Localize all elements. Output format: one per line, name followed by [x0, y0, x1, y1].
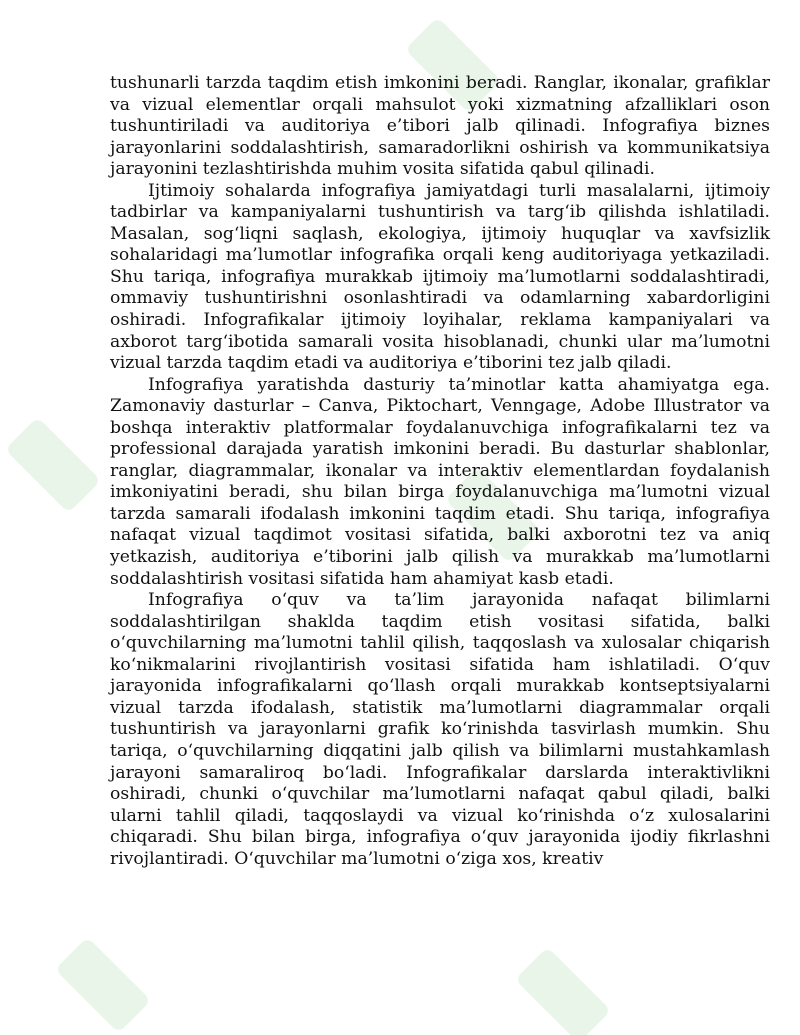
- watermark-logo-shape: [5, 417, 101, 513]
- paragraph-3: Infografiya yaratishda dasturiy ta’minotlar katta ahamiyatga ega. Zamonaviy dasturlar – Canva, Piktochart, Venngage, Adobe Illustrator va boshqa interaktiv platformalar foydalanuvchiga infografikalarni tez va professional darajada yaratish imkonini beradi. Bu dasturlar shablonlar, ranglar, diagrammalar, ikonalar va interaktiv elementlardan foydalanish imkoniyatini beradi, shu bilan birga foydalanuvchiga ma’lumotni vizual tarzda samarali ifodalash imkonini taqdim etadi. Shu tariqa, infografiya nafaqat vizual taqdimot vositasi sifatida, balki axborotni tez va aniq yetkazish, auditoriya e’tiborini jalb qilish va murakkab ma’lumotlarni soddalashtirish vositasi sifatida ham ahamiyat kasb etadi.: [110, 374, 770, 589]
- watermark-logo-shape: [55, 937, 151, 1033]
- document-body: [110, 73, 770, 870]
- paragraph-1: tushunarli tarzda taqdim etish imkonini beradi. Ranglar, ikonalar, grafiklar va vizual elementlar orqali mahsulot yoki xizmatning afzalliklari oson tushuntiriladi va auditoriya e’tibori jalb qilinadi. Infografiya biznes jarayonlarini soddalashtirish, samaradorlikni oshirish va kommunikatsiya jarayonini tezlashtirishda muhim vosita sifatida qabul qilinadi.: [110, 73, 770, 180]
- watermark-logo-shape: [515, 947, 611, 1035]
- paragraph-4: Infografiya o‘quv va ta’lim jarayonida nafaqat bilimlarni soddalashtirilgan shaklda taqdim etish vositasi sifatida, balki o‘quvchilarning ma’lumotni tahlil qilish, taqqoslash va xulosalar chiqarish ko‘nikmalarini rivojlantirish vositasi sifatida ham ishlatiladi. O‘quv jarayonida infografikalarni qo‘llash orqali murakkab kontseptsiyalarni vizual tarzda ifodalash, statistik ma’lumotlarni diagrammalar orqali tushuntirish va jarayonlarni grafik ko‘rinishda tasvirlash mumkin. Shu tariqa, o‘quvchilarning diqqatini jalb qilish va bilimlarni mustahkamlash jarayoni samaraliroq bo‘ladi. Infografikalar darslarda interaktivlikni oshiradi, chunki o‘quvchilar ma’lumotlarni nafaqat qabul qiladi, balki ularni tahlil qiladi, taqqoslaydi va vizual ko‘rinishda o‘z xulosalarini chiqaradi. Shu bilan birga, infografiya o‘quv jarayonida ijodiy fikrlashni rivojlantiradi. O‘quvchilar ma’lumotni o‘ziga xos, kreativ: [110, 590, 770, 869]
- paragraph-2: Ijtimoiy sohalarda infografiya jamiyatdagi turli masalalarni, ijtimoiy tadbirlar va kampaniyalarni tushuntirish va targ‘ib qilishda ishlatiladi. Masalan, sog‘liqni saqlash, ekologiya, ijtimoiy huquqlar va xavfsizlik sohalaridagi ma’lumotlar infografika orqali keng auditoriyaga yetkaziladi. Shu tariqa, infografiya murakkab ijtimoiy ma’lumotlarni soddalashtiradi, ommaviy tushuntirishni osonlashtiradi va odamlarning xabardorligini oshiradi. Infografikalar ijtimoiy loyihalar, reklama kampaniyalari va axborot targ‘ibotida samarali vosita hisoblanadi, chunki ular ma’lumotni vizual tarzda taqdim etadi va auditoriya e’tiborini tez jalb qiladi.: [110, 180, 770, 374]
